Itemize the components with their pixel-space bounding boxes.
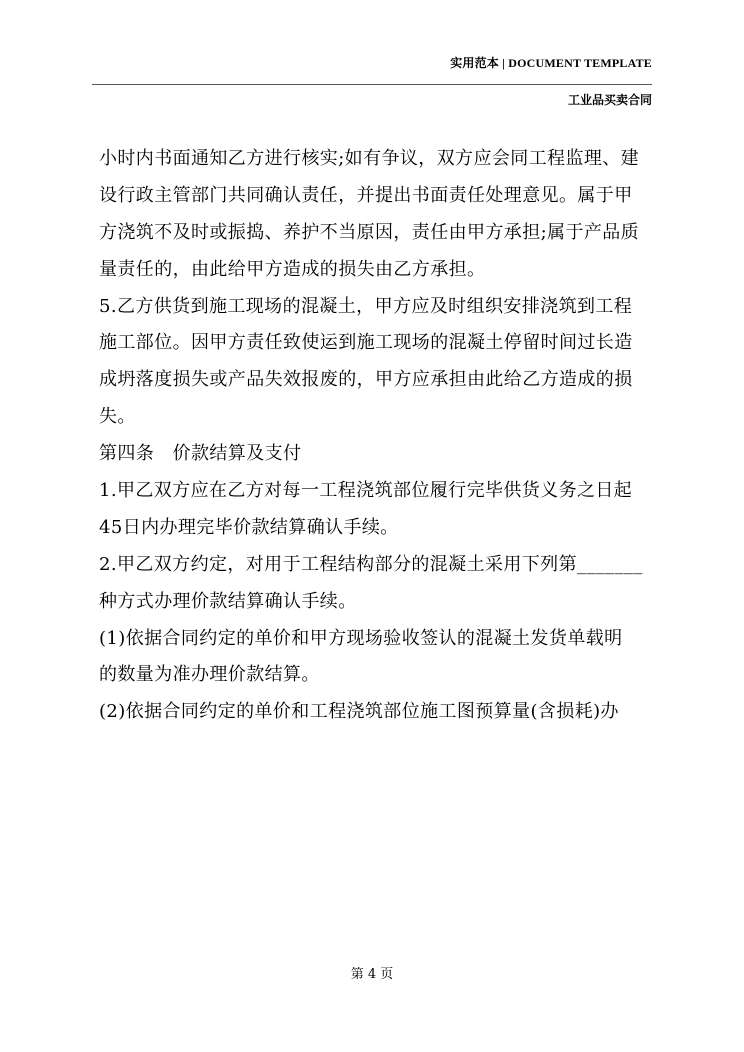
header-divider xyxy=(92,84,652,85)
body-line: (1)依据合同约定的单价和甲方现场验收签认的混凝土发货单载明 xyxy=(99,627,623,649)
contract-body xyxy=(99,141,659,731)
body-line: (2)依据合同约定的单价和工程浇筑部位施工图预算量(含损耗)办 xyxy=(99,701,619,723)
body-line: 5.乙方供货到施工现场的混凝土，甲方应及时组织安排浇筑到工程 xyxy=(99,295,633,317)
page-number: 第 4 页 xyxy=(350,967,394,982)
body-line: 量责任的，由此给甲方造成的损失由乙方承担。 xyxy=(99,258,486,280)
body-line: 小时内书面通知乙方进行核实;如有争议，双方应会同工程监理、建 xyxy=(99,148,640,169)
body-line: 2.甲乙双方约定，对用于工程结构部分的混凝土采用下列第_______ xyxy=(99,553,643,575)
body-line: 1.甲乙双方应在乙方对每一工程浇筑部位履行完毕供货义务之日起 xyxy=(99,480,633,502)
body-line: 施工部位。因甲方责任致使运到施工现场的混凝土停留时间过长造 xyxy=(99,332,633,354)
body-line: 方浇筑不及时或振捣、养护不当原因，责任由甲方承担;属于产品质 xyxy=(99,221,640,243)
body-line: 设行政主管部门共同确认责任，并提出书面责任处理意见。属于甲 xyxy=(99,184,633,206)
document-subtitle: 工业品买卖合同 xyxy=(567,93,652,107)
body-line: 成坍落度损失或产品失效报废的，甲方应承担由此给乙方造成的损 xyxy=(99,369,633,391)
body-line: 的数量为准办理价款结算。 xyxy=(99,664,320,686)
header-title: 实用范本 | DOCUMENT TEMPLATE xyxy=(450,56,652,70)
body-line: 45日内办理完毕价款结算确认手续。 xyxy=(99,516,399,538)
body-line: 失。 xyxy=(99,406,136,428)
body-line: 种方式办理价款结算确认手续。 xyxy=(99,590,357,612)
section-heading: 第四条 价款结算及支付 xyxy=(99,443,302,465)
